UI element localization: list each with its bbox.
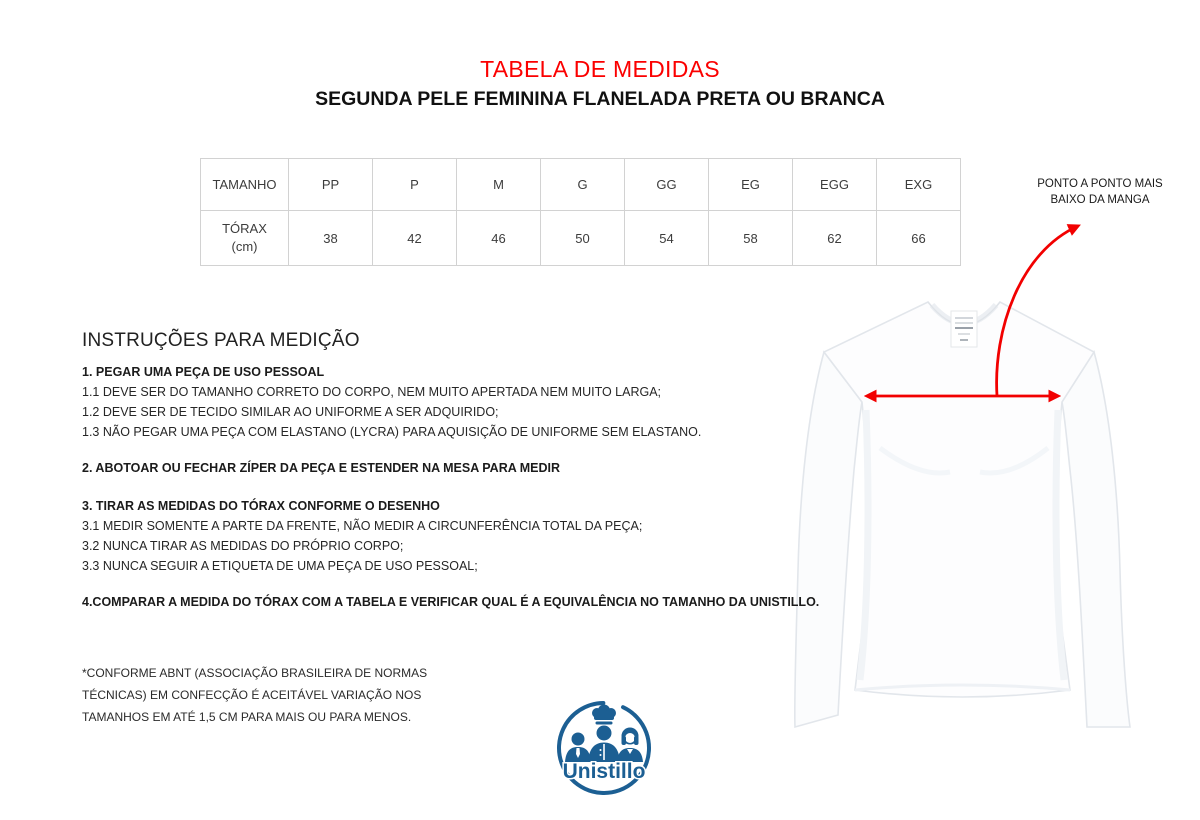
- logo-chef-figure: [588, 705, 620, 763]
- logo-brand-text: Unistillo: [562, 760, 646, 783]
- step2-title: 2. ABOTOAR OU FECHAR ZÍPER DA PEÇA E ESTENDER NA MESA PARA MEDIR: [82, 461, 561, 475]
- footnote-line1: *CONFORME ABNT (ASSOCIAÇÃO BRASILEIRA DE NORMAS: [82, 666, 428, 680]
- step3-item: 3.2 NUNCA TIRAR AS MEDIDAS DO PRÓPRIO CORPO;: [82, 539, 404, 553]
- annotation-line2: BAIXO DA MANGA: [1050, 194, 1150, 206]
- chest-value-cell: 62: [793, 211, 877, 266]
- step3-item: 3.1 MEDIR SOMENTE A PARTE DA FRENTE, NÃO MEDIR A CIRCUNFERÊNCIA TOTAL DA PEÇA;: [82, 519, 643, 533]
- step3-item: 3.3 NUNCA SEGUIR A ETIQUETA DE UMA PEÇA DE USO PESSOAL;: [82, 559, 478, 573]
- shirt-left-sleeve: [795, 352, 862, 727]
- chest-value-cell: 42: [373, 211, 457, 266]
- unistillo-logo: [550, 696, 658, 804]
- chest-value-cell: 54: [625, 211, 709, 266]
- logo-woman-figure: [617, 728, 643, 763]
- chest-row-header: [201, 211, 289, 266]
- product-subtitle: SEGUNDA PELE FEMININA FLANELADA PRETA OU BRANCA: [315, 88, 885, 110]
- logo-man-figure: [565, 733, 591, 763]
- size-table-header-row: [201, 159, 961, 211]
- chest-value-cell: 58: [709, 211, 793, 266]
- step1-title: 1. PEGAR UMA PEÇA DE USO PESSOAL: [82, 365, 325, 379]
- chest-value-cell: 66: [877, 211, 961, 266]
- instructions-heading: INSTRUÇÕES PARA MEDIÇÃO: [82, 330, 360, 351]
- footnote-line2: TÉCNICAS) EM CONFECÇÃO É ACEITÁVEL VARIAÇÃO NOS: [82, 688, 422, 702]
- chest-row-header-line2: (cm): [231, 239, 258, 254]
- chest-value-cell: 46: [457, 211, 541, 266]
- size-cell: G: [541, 159, 625, 211]
- footnote-line3: TAMANHOS EM ATÉ 1,5 CM PARA MAIS OU PARA MENOS.: [82, 710, 412, 724]
- instruction-step-1: [82, 362, 701, 442]
- chest-value-cell: 50: [541, 211, 625, 266]
- shirt-shading-right: [1056, 410, 1064, 680]
- care-label: [951, 311, 977, 347]
- size-cell: EG: [709, 159, 793, 211]
- step1-item: 1.3 NÃO PEGAR UMA PEÇA COM ELASTANO (LYCRA) PARA AQUISIÇÃO DE UNIFORME SEM ELASTANO.: [82, 425, 702, 439]
- shirt-shading-left: [860, 410, 868, 680]
- chest-row-header-line1: TÓRAX: [222, 221, 267, 236]
- chest-value-cell: 38: [289, 211, 373, 266]
- size-cell: P: [373, 159, 457, 211]
- instruction-step-3: [82, 496, 642, 576]
- step1-item: 1.1 DEVE SER DO TAMANHO CORRETO DO CORPO, NEM MUITO APERTADA NEM MUITO LARGA;: [82, 385, 662, 399]
- step1-item: 1.2 DEVE SER DE TECIDO SIMILAR AO UNIFORME A SER ADQUIRIDO;: [82, 405, 499, 419]
- page-title: TABELA DE MEDIDAS: [480, 56, 720, 82]
- shirt-measurement-illustration: [780, 210, 1200, 810]
- size-cell: EXG: [877, 159, 961, 211]
- size-cell: PP: [289, 159, 373, 211]
- size-cell: EGG: [793, 159, 877, 211]
- step4-title: 4.COMPARAR A MEDIDA DO TÓRAX COM A TABELA E VERIFICAR QUAL É A EQUIVALÊNCIA NO TAMANHO DA UNISTILLO.: [82, 595, 820, 609]
- abnt-footnote: [82, 662, 427, 728]
- size-cell: M: [457, 159, 541, 211]
- size-table-corner-cell: TAMANHO: [201, 159, 289, 211]
- shirt-right-sleeve: [1062, 352, 1130, 727]
- step3-title: 3. TIRAR AS MEDIDAS DO TÓRAX CONFORME O DESENHO: [82, 499, 440, 513]
- instruction-step-4: [82, 592, 819, 612]
- instruction-step-2: [82, 458, 560, 478]
- size-cell: GG: [625, 159, 709, 211]
- annotation-line1: PONTO A PONTO MAIS: [1037, 178, 1163, 190]
- sleeve-measure-annotation: [1028, 176, 1172, 208]
